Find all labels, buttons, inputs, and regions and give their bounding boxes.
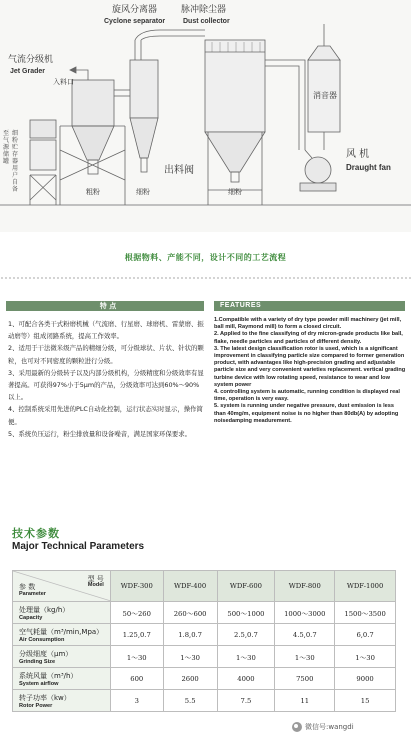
features-en-item: 1.Compatible with a variety of dry type powder mill machinery (jet mill, ball mill, Raymond mill) to form a closed circuit. [214, 317, 402, 331]
left-note-vertical: 至气源储罐 [2, 130, 9, 165]
table-row [13, 624, 396, 646]
table-row [13, 690, 396, 712]
table-cell: 1～30 [217, 646, 275, 668]
model-header: WDF-300 [110, 571, 163, 602]
table-header-row [13, 571, 396, 602]
table-cell: 11 [275, 690, 335, 712]
table-cell: 1000～3000 [275, 602, 335, 624]
row-label-cn: 分级细度（μm） [19, 649, 73, 658]
table-cell: 1～30 [275, 646, 335, 668]
table-cell: 6,0.7 [335, 624, 396, 646]
left-note-vertical-2: 细粉贮存器用户自备 [11, 130, 18, 193]
features-en-list [214, 317, 407, 425]
jet-grader-label-cn: 气流分级机 [8, 55, 54, 65]
parameters-table [12, 570, 396, 712]
process-slogan: 根据物料、产能不同，设计不同的工艺流程 [124, 253, 287, 262]
row-label-en: Air Consumption [19, 636, 65, 643]
table-cell: 50～260 [110, 602, 163, 624]
table-cell: 500～1000 [217, 602, 275, 624]
row-label-en: System airflow [19, 680, 59, 687]
row-label-cn: 处理量（kg/h） [19, 605, 70, 614]
cyclone-label-en: Cyclone separator [104, 18, 166, 25]
row-label-en: Rotor Power [19, 702, 53, 709]
row-label [13, 646, 111, 668]
row-label [13, 624, 111, 646]
features-cn-item: 4、控制系统采用先进的PLC自动化控制，运行状态实时显示，操作简便。 [8, 405, 203, 426]
corner-param-en: Parameter [19, 591, 46, 597]
row-label-cn: 系统风量（m³/h） [19, 671, 78, 680]
fan-label-en: Draught fan [346, 163, 391, 172]
corner-model-en: Model [87, 582, 104, 588]
silencer-label: 消音器 [313, 91, 337, 100]
fan-label-cn: 风 机 [346, 149, 370, 160]
table-cell: 1～30 [335, 646, 396, 668]
model-header: WDF-600 [217, 571, 275, 602]
dotted-divider [0, 276, 411, 281]
row-label [13, 668, 111, 690]
table-cell: 7.5 [217, 690, 275, 712]
coarse-powder-label: 粗粉 [86, 188, 100, 196]
row-label [13, 602, 111, 624]
features-en-header: FEATURES [214, 301, 405, 311]
features-cn-item: 2、适用于干法微米级产品的精细分级，可分级球状、片状、针状的颗粒，也可对不同密度的颗粒进行分级。 [8, 344, 204, 365]
features-cn-header: 特 点 [6, 301, 204, 311]
features-cn-list [8, 318, 204, 440]
row-label-en: Grinding Size [19, 658, 56, 665]
table-corner-cell [13, 571, 111, 602]
tech-title-en: Major Technical Parameters [12, 541, 145, 552]
fine-powder-label-2: 细粉 [228, 188, 242, 196]
features-en-item: 2. Applied to the fine classifying of dry micron-grade products like ball, flake, needle particles and particles of different density. [214, 331, 403, 345]
model-header: WDF-400 [163, 571, 217, 602]
dust-collector-label-en: Dust collector [183, 18, 230, 25]
cyclone-label-cn: 旋风分离器 [112, 5, 158, 15]
process-diagram [0, 0, 411, 232]
features-en-item: 3. The latest design classification rotor is used, which is a significant improvement in classifying particle size compared to former generation product, with advantages like high-precision grading and adjustable particle size and very convenient varieties replacement. vertical grading turbine device with low rotating speed, resistance to wear and low system power [214, 345, 406, 388]
table-cell: 1.8,0.7 [163, 624, 217, 646]
tech-title-cn: 技术参数 [12, 527, 60, 540]
table-cell: 2600 [163, 668, 217, 690]
model-header: WDF-800 [275, 571, 335, 602]
table-cell: 1.25,0.7 [110, 624, 163, 646]
row-label-cn: 空气耗量（m³/min,Mpa） [19, 627, 104, 636]
table-cell: 5.5 [163, 690, 217, 712]
fine-powder-label-1: 细粉 [136, 188, 150, 196]
features-cn-item: 1、可配合各类干式粉磨机械（气流磨、行星磨、球磨机、雷蒙磨、振动磨等）组成闭路系统，提高工作效率。 [8, 320, 204, 341]
table-row [13, 602, 396, 624]
row-label-en: Capacity [19, 614, 43, 621]
model-header: WDF-1000 [335, 571, 396, 602]
jet-grader-label-en: Jet Grader [10, 68, 46, 75]
table-cell: 7500 [275, 668, 335, 690]
table-cell: 2.5,0.7 [217, 624, 275, 646]
inlet-label: 入料口 [53, 78, 74, 86]
row-label-cn: 转子功率（kw） [19, 693, 71, 702]
dust-collector-label-cn: 脉冲除尘器 [181, 5, 227, 15]
table-row [13, 646, 396, 668]
table-cell: 1～30 [110, 646, 163, 668]
table-cell: 9000 [335, 668, 396, 690]
row-label [13, 690, 111, 712]
table-cell: 15 [335, 690, 396, 712]
process-flow-drawing [0, 0, 411, 232]
features-cn-item: 5、系统负压运行，粉尘排放量和设备噪音，满足国家环保要求。 [8, 429, 192, 438]
watermark-text: 微信号:wangdi [305, 723, 354, 731]
table-row [13, 668, 396, 690]
features-cn-item: 3、采用最新的分级转子以及内部分级机构，分级精度和分级效率有显著提高。可获得97%小于5μm的产品，分级效率可达到60%～90%以上。 [8, 368, 204, 402]
table-cell: 600 [110, 668, 163, 690]
table-cell: 3 [110, 690, 163, 712]
wechat-watermark [292, 722, 354, 732]
table-cell: 4000 [217, 668, 275, 690]
outlet-valve-label: 出料阀 [164, 165, 194, 176]
table-cell: 1500～3500 [335, 602, 396, 624]
features-en-item: 5. system is running under negative pressure, dust emission is less than 40mg/m, equipment noise is no higher than 80db(A) by adopting noisedamping meadurement. [214, 403, 399, 424]
features-en-item: 4. controlling system is automatic, running condition is displayed real time, operation is very easy. [214, 389, 400, 403]
corner-model-cn: 型 号 [87, 575, 104, 583]
corner-param-cn: 参 数 [19, 583, 36, 591]
wechat-icon [292, 722, 302, 732]
table-cell: 4.5,0.7 [275, 624, 335, 646]
table-cell: 1～30 [163, 646, 217, 668]
table-cell: 260～600 [163, 602, 217, 624]
